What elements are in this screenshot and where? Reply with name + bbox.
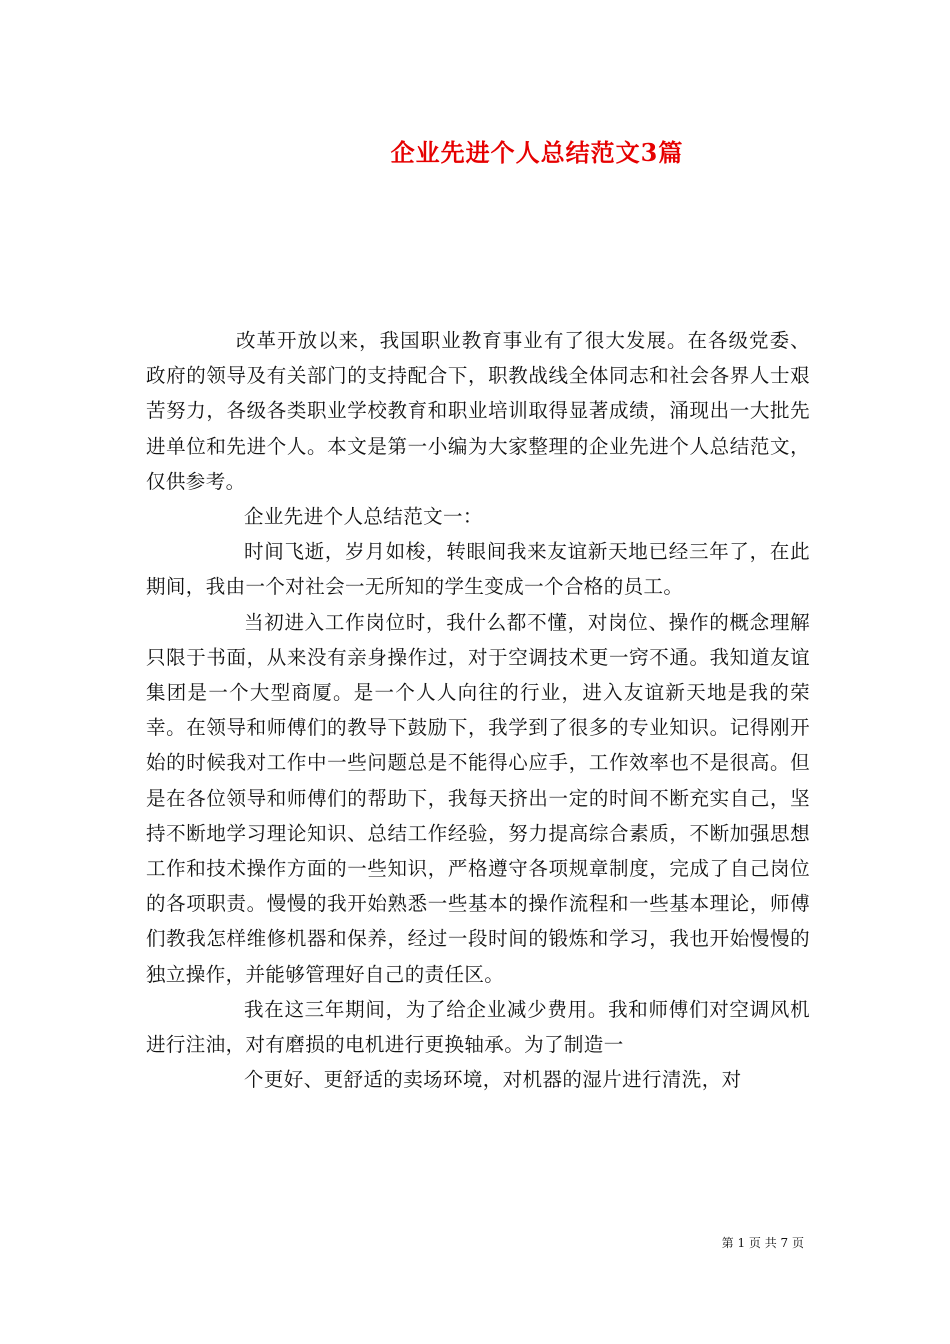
page-footer: 第 1 页 共 7 页 xyxy=(721,1236,804,1250)
document-title: 企业先进个人总结范文3篇 xyxy=(390,138,684,167)
paragraph-environment: 个更好、更舒适的卖场环境，对机器的湿片进行清洗，对 xyxy=(244,1068,742,1092)
section-heading: 企业先进个人总结范文一： xyxy=(244,505,483,529)
paragraph-start: 当初进入工作岗位时，我什么都不懂，对岗位、操作的概念理解只限于书面，从来没有亲身操作过，对于空调技术更一窍不通。我知道友谊集团是一个大型商厦。是一个人人向往的行业，进入友谊新天地是我的荣幸。在领导和师傅们的教导下鼓励下，我学到了很多的专业知识。记得刚开始的时候我对工作中一些问题总是不能得心应手，工作效率也不是很高。但是在各位领导和师傅们的帮助下，我每天挤出一定的时间不断充实自己，坚持不断地学习理论知识、总结工作经验，努力提高综合素质，不断加强思想工作和技术操作方面的一些知识，严格遵守各项规章制度，完成了自己岗位的各项职责。慢慢的我开始熟悉一些基本的操作流程和一些基本理论，师傅们教我怎样维修机器和保养，经过一段时间的锻炼和学习，我也开始慢慢的独立操作，并能够管理好自己的责任区。 xyxy=(146,610,810,986)
paragraph-time: 时间飞逝，岁月如梭，转眼间我来友谊新天地已经三年了，在此期间，我由一个对社会一无所知的学生变成一个合格的员工。 xyxy=(146,540,810,599)
document-body xyxy=(146,323,810,1097)
paragraph-intro: 改革开放以来，我国职业教育事业有了很大发展。在各级党委、政府的领导及有关部门的支持配合下，职教战线全体同志和社会各界人士艰苦努力，各级各类职业学校教育和职业培训取得显著成绩，涌现出一大批先进单位和先进个人。本文是第一小编为大家整理的企业先进个人总结范文，仅供参考。 xyxy=(146,329,810,493)
paragraph-three-years: 我在这三年期间，为了给企业减少费用。我和师傅们对空调风机进行注油，对有磨损的电机进行更换轴承。为了制造一 xyxy=(146,997,810,1057)
